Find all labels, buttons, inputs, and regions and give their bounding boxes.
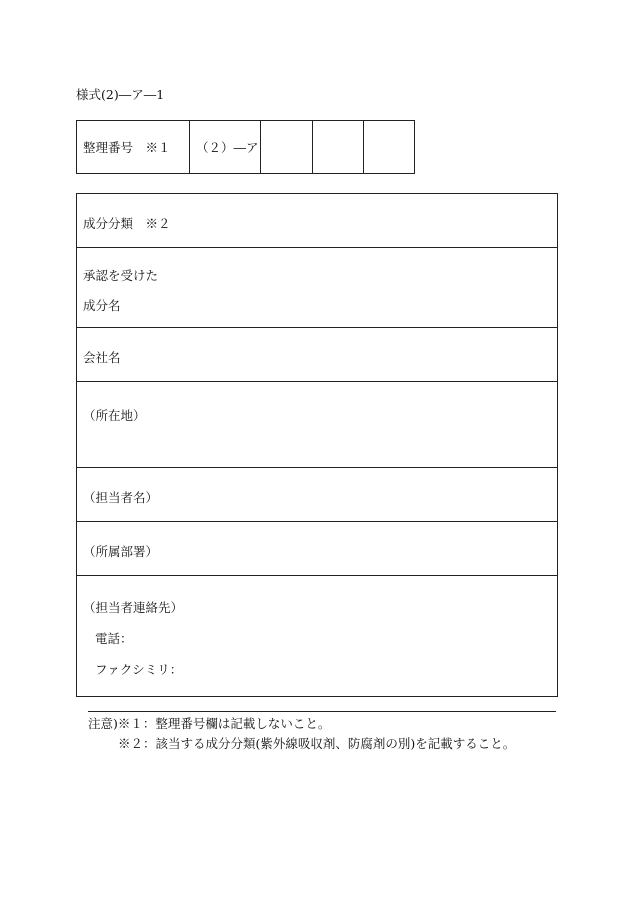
reference-number-table	[76, 120, 415, 174]
reference-number-label: 整理番号 ※１	[77, 121, 190, 174]
approved-component-row	[77, 248, 557, 328]
company-row	[77, 328, 557, 382]
contact-info-label: （担当者連絡先）	[83, 600, 184, 615]
address-label: （所在地）	[83, 408, 146, 423]
company-label: 会社名	[83, 350, 121, 365]
approved-component-label-line2: 成分名	[83, 298, 121, 313]
department-label: （所属部署）	[83, 544, 159, 559]
address-row	[77, 382, 557, 468]
reference-number-prefix: （２）―ア	[190, 121, 261, 174]
component-category-row	[77, 194, 557, 248]
contact-person-label: （担当者名）	[83, 490, 159, 505]
component-category-label: 成分分類 ※２	[83, 216, 171, 231]
notes	[88, 711, 556, 754]
note-2: ※２：該当する成分分類(紫外線吸収剤、防腐剤の別)を記載すること。	[118, 736, 516, 751]
fax-label: ファクシミリ：	[95, 662, 183, 677]
approved-component-label-line1: 承認を受けた	[83, 268, 159, 283]
note-1: 注意)※１：整理番号欄は記載しないこと。	[88, 716, 331, 731]
department-row	[77, 522, 557, 576]
contact-person-row	[77, 468, 557, 522]
contact-info-row	[77, 576, 557, 696]
reference-number-cell-1	[261, 121, 313, 174]
reference-number-cell-2	[313, 121, 364, 174]
phone-label: 電話：	[95, 631, 133, 646]
form-body	[76, 193, 558, 697]
reference-number-cell-3	[364, 121, 415, 174]
form-code: 様式(2)―ア―1	[76, 87, 165, 102]
